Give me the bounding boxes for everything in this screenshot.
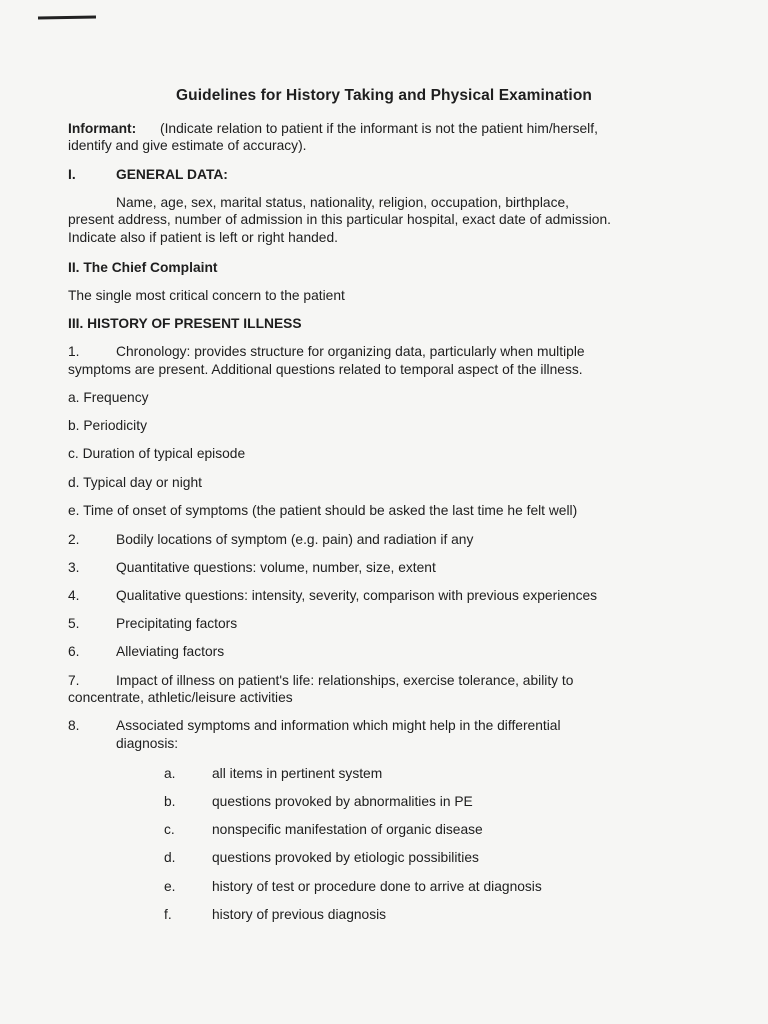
- item-bodily-locations: Bodily locations of symptom (e.g. pain) and radiation if any: [116, 532, 474, 547]
- chronology-line1: Chronology: provides structure for organizing data, particularly when multiple: [116, 344, 585, 359]
- sub-item-letter: c.: [164, 822, 175, 837]
- sub-item-onset: e. Time of onset of symptoms (the patient should be asked the last time he felt well): [68, 503, 578, 518]
- section-heading-general-data: GENERAL DATA:: [116, 167, 228, 182]
- section-number: I.: [68, 167, 76, 182]
- informant-text-line2: identify and give estimate of accuracy).: [68, 138, 307, 153]
- sub-item-text: history of test or procedure done to arrive at diagnosis: [212, 879, 542, 894]
- sub-item-text: history of previous diagnosis: [212, 907, 387, 922]
- section-heading-chief-complaint: II. The Chief Complaint: [68, 260, 218, 275]
- section-heading-hpi: III. HISTORY OF PRESENT ILLNESS: [68, 316, 302, 331]
- item-number: 4.: [68, 588, 80, 603]
- sub-item-day-night: d. Typical day or night: [68, 475, 202, 490]
- sub-item-letter: d.: [164, 850, 176, 865]
- sub-item-text: questions provoked by abnormalities in PE: [212, 794, 473, 809]
- informant-text-line1: (Indicate relation to patient if the informant is not the patient him/herself,: [160, 121, 598, 136]
- general-data-line2: present address, number of admission in this particular hospital, exact date of admission.: [68, 212, 611, 227]
- item-qualitative: Qualitative questions: intensity, severity, comparison with previous experiences: [116, 588, 598, 603]
- associated-line2: diagnosis:: [116, 736, 179, 751]
- sub-item-letter: e.: [164, 879, 176, 894]
- page-title: Guidelines for History Taking and Physical Examination: [176, 87, 592, 104]
- item-alleviating: Alleviating factors: [116, 644, 225, 659]
- sub-item-frequency: a. Frequency: [68, 390, 149, 405]
- item-quantitative: Quantitative questions: volume, number, size, extent: [116, 560, 436, 575]
- associated-line1: Associated symptoms and information which might help in the differential: [116, 718, 561, 733]
- scan-mark: [38, 15, 96, 19]
- chief-complaint-text: The single most critical concern to the patient: [68, 288, 345, 303]
- sub-item-text: all items in pertinent system: [212, 766, 383, 781]
- sub-item-periodicity: b. Periodicity: [68, 418, 147, 433]
- chronology-line2: symptoms are present. Additional questions related to temporal aspect of the illness.: [68, 362, 583, 377]
- informant-label: Informant:: [68, 121, 137, 136]
- impact-line1: Impact of illness on patient's life: relationships, exercise tolerance, ability to: [116, 673, 574, 688]
- sub-item-letter: a.: [164, 766, 176, 781]
- item-number: 6.: [68, 644, 80, 659]
- item-number: 5.: [68, 616, 80, 631]
- general-data-line1: Name, age, sex, marital status, nationality, religion, occupation, birthplace,: [116, 195, 569, 210]
- sub-item-letter: b.: [164, 794, 176, 809]
- sub-item-duration: c. Duration of typical episode: [68, 446, 246, 461]
- item-number: 7.: [68, 673, 80, 688]
- sub-item-text: nonspecific manifestation of organic disease: [212, 822, 483, 837]
- sub-item-letter: f.: [164, 907, 172, 922]
- item-number: 3.: [68, 560, 80, 575]
- sub-item-text: questions provoked by etiologic possibilities: [212, 850, 479, 865]
- item-precipitating: Precipitating factors: [116, 616, 238, 631]
- item-number: 2.: [68, 532, 80, 547]
- general-data-line3: Indicate also if patient is left or right handed.: [68, 230, 338, 245]
- impact-line2: concentrate, athletic/leisure activities: [68, 690, 293, 705]
- item-number: 8.: [68, 718, 80, 733]
- item-number: 1.: [68, 344, 80, 359]
